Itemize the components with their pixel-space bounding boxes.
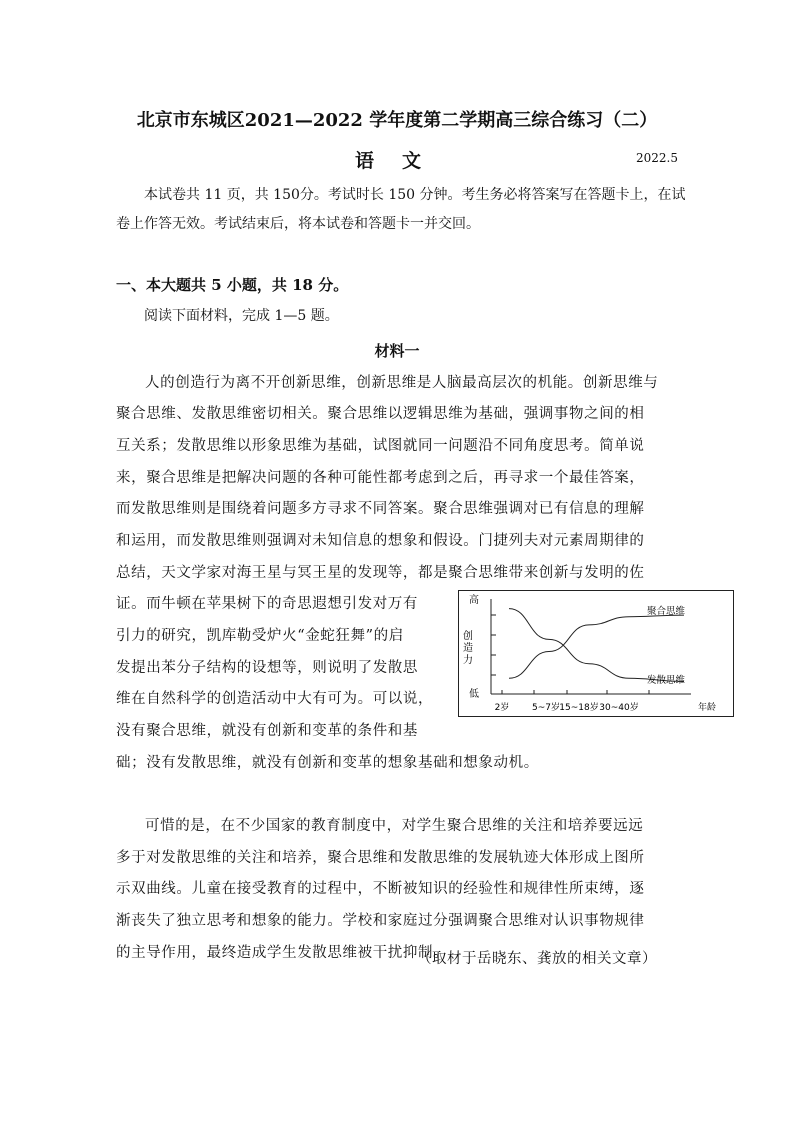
subject-title: 语文 [355, 150, 450, 172]
intro-line: 本试卷共 11 页，共 150分。考试时长 150 分钟。考生务必将答案写在答题卡上，在试 [144, 187, 686, 203]
passage-line: 证。而牛顿在苹果树下的奇思遐想引发对万有 [116, 596, 418, 612]
y-high-label: 高 [469, 595, 479, 606]
exam-date: 2022.5 [636, 151, 678, 165]
source-citation: （取材于岳晓东、龚放的相关文章） [417, 951, 657, 967]
passage-line: 人的创造行为离不开创新思维，创新思维是人脑最高层次的机能。创新思维与 [145, 375, 659, 391]
y-low-label: 低 [469, 689, 479, 700]
x-tick-label: 2岁 [494, 703, 510, 713]
passage-line: 维在自然科学的创造活动中大有可为。可以说， [116, 691, 434, 707]
passage-line: 渐丧失了独立思考和想象的能力。学校和家庭过分强调聚合思维对认识事物规律 [116, 913, 645, 929]
x-tick-label: 15~18岁 [559, 703, 599, 713]
passage-line: 多于对发散思维的关注和培养，聚合思维和发散思维的发展轨迹大体形成上图所 [116, 850, 645, 866]
x-axis-label: 年龄 [698, 703, 717, 713]
exam-title: 北京市东城区2021—2022 学年度第二学期高三综合练习（二） [136, 110, 658, 131]
y-axis-char: 创 [463, 631, 473, 642]
x-tick-label: 30~40岁 [599, 703, 639, 713]
creativity-chart [458, 590, 734, 717]
passage-line: 没有聚合思维，就没有创新和变革的条件和基 [116, 723, 418, 739]
y-axis-char: 造 [463, 643, 473, 654]
section-heading: 一、本大题共 5 小题，共 18 分。 [116, 276, 349, 294]
chart-svg [459, 591, 735, 718]
passage-line: 引力的研究，凯库勒受炉火“金蛇狂舞”的启 [116, 628, 404, 644]
passage-line: 互关系；发散思维以形象思维为基础，试图就同一问题沿不同角度思考。简单说 [116, 438, 645, 454]
series-line-convergent [509, 615, 684, 678]
passage-line: 示双曲线。儿童在接受教育的过程中，不断被知识的经验性和规律性所束缚，逐 [116, 881, 645, 897]
passage-line: 可惜的是，在不少国家的教育制度中，对学生聚合思维的关注和培养要远远 [145, 818, 644, 834]
series-label: 发散思维 [647, 675, 686, 686]
y-axis-char: 力 [463, 655, 473, 666]
x-tick-label: 5~7岁 [532, 703, 560, 713]
intro-line: 卷上作答无效。考试结束后，将本试卷和答题卡一并交回。 [116, 216, 480, 232]
series-label: 聚合思维 [647, 606, 686, 617]
series-line-divergent [509, 609, 684, 682]
passage-line: 础；没有发散思维，就没有创新和变革的想象基础和想象动机。 [116, 755, 539, 771]
passage-line: 的主导作用，最终造成学生发散思维被干扰抑制。 [116, 945, 449, 961]
passage-line: 而发散思维则是围绕着问题多方寻求不同答案。聚合思维强调对已有信息的理解 [116, 501, 645, 517]
passage-line: 聚合思维、发散思维密切相关。聚合思维以逻辑思维为基础，强调事物之间的相 [116, 406, 645, 422]
passage-line: 发提出苯分子结构的设想等，则说明了发散思 [116, 660, 418, 676]
material-title: 材料一 [374, 342, 420, 360]
section-instruction: 阅读下面材料，完成 1—5 题。 [144, 308, 339, 324]
passage-line: 总结，天文学家对海王星与冥王星的发现等，都是聚合思维带来创新与发明的佐 [116, 565, 645, 581]
passage-line: 和运用，而发散思维则强调对未知信息的想象和假设。门捷列夫对元素周期律的 [116, 533, 645, 549]
passage-line: 来，聚合思维是把解决问题的各种可能性都考虑到之后，再寻求一个最佳答案， [116, 470, 645, 486]
